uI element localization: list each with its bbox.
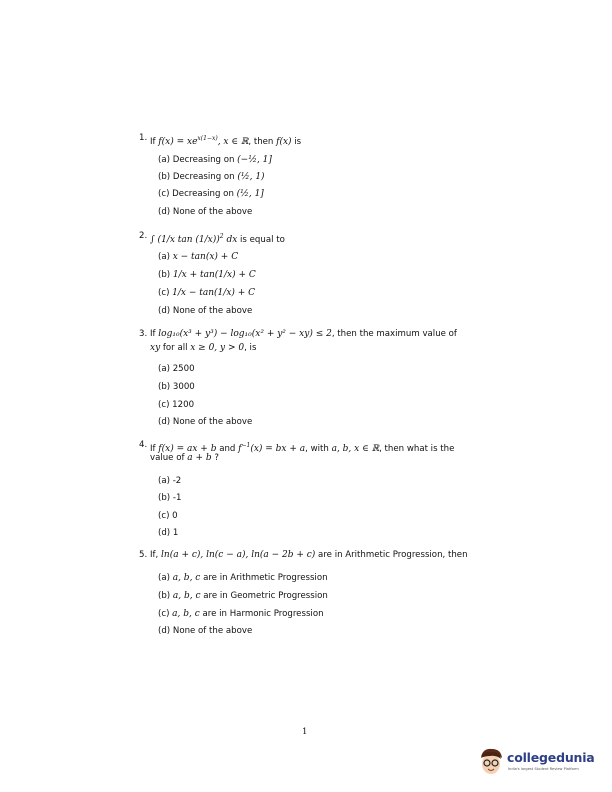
text-segment: are in Arithmetic Progression, then <box>315 550 468 560</box>
text-segment: (a) <box>158 252 173 262</box>
text-segment: (a) 2500 <box>158 364 195 374</box>
math-expression: 1/x tan (1/x) <box>161 234 217 245</box>
math-expression: f <box>238 443 242 454</box>
text-segment: , then the maximum value of <box>331 329 457 339</box>
text-segment: (c) 1200 <box>158 400 195 410</box>
text-segment: (c) Decreasing on <box>158 189 237 199</box>
text-segment: (b) <box>158 591 173 601</box>
math-expression: f(x) = ax + b <box>158 443 217 454</box>
math-expression: dx <box>223 234 238 245</box>
math-expression: xy <box>150 343 161 353</box>
answer-option <box>158 626 252 637</box>
text-segment: , with <box>305 443 332 454</box>
math-expression: x ≥ 0, y > 0 <box>190 343 245 353</box>
text-segment: , then <box>248 136 277 147</box>
math-expression: a, b, c <box>172 573 201 583</box>
answer-option <box>158 207 252 218</box>
math-expression: (−½, 1] <box>237 155 272 165</box>
answer-option <box>158 609 324 620</box>
math-expression: ∫ ( <box>150 234 162 245</box>
math-expression: ) <box>216 234 220 245</box>
math-expression: a + b <box>187 453 212 463</box>
math-expression: (½, 1] <box>236 189 264 199</box>
text-segment: (b) -1 <box>158 493 182 503</box>
answer-option <box>158 306 252 317</box>
math-expression: f(x) = xe <box>158 136 198 147</box>
text-segment: is equal to <box>237 234 285 245</box>
collegedunia-logo <box>476 745 596 781</box>
answer-option <box>158 270 256 281</box>
question-stem <box>150 329 457 340</box>
question-number: 2. <box>139 231 148 241</box>
text-segment: (a) Decreasing on <box>158 155 238 165</box>
answer-option <box>158 493 181 504</box>
text-segment: ? <box>211 453 219 463</box>
text-segment: (c) <box>158 609 173 619</box>
text-segment: (b) <box>158 270 173 280</box>
text-segment: (b) Decreasing on <box>158 172 238 182</box>
question-number: 5. <box>139 550 148 560</box>
question-number: 1. <box>139 133 148 143</box>
math-expression: −1 <box>241 442 251 449</box>
question-number: 4. <box>139 440 148 450</box>
answer-option <box>158 511 178 522</box>
math-expression: x(1−x) <box>197 135 218 142</box>
text-segment: (c) <box>158 288 173 298</box>
text-segment: If <box>150 443 159 454</box>
text-segment: (a) -2 <box>158 476 182 486</box>
mascot-icon <box>478 747 504 777</box>
answer-option <box>158 528 178 539</box>
question-stem <box>150 550 468 561</box>
math-expression: (x) = bx + a <box>250 443 306 454</box>
math-expression: a, b, c <box>172 591 201 601</box>
text-segment: If <box>150 136 159 147</box>
text-segment: (d) None of the above <box>158 207 253 217</box>
math-expression: (½, 1) <box>237 172 265 182</box>
text-segment: are in Harmonic Progression <box>199 609 324 619</box>
text-segment: (d) 1 <box>158 528 179 538</box>
answer-option <box>158 288 255 299</box>
text-segment: (d) None of the above <box>158 306 253 316</box>
math-expression: a, b, c <box>172 609 200 619</box>
answer-option <box>158 252 238 263</box>
answer-option <box>158 573 328 584</box>
answer-option <box>158 155 272 166</box>
math-expression: x − tan(x) + C <box>172 252 239 262</box>
math-expression: , x ∈ ℝ <box>217 136 249 147</box>
math-expression: 1/x − tan(1/x) + C <box>172 288 256 298</box>
text-segment: and <box>216 443 239 454</box>
page-number: 1 <box>302 727 308 737</box>
question-number: 3. <box>139 329 148 339</box>
text-segment: (d) None of the above <box>158 417 253 427</box>
text-segment: If <box>150 329 159 339</box>
question-stem <box>150 343 256 354</box>
math-expression: ln(a + c), ln(c − a), ln(a − 2b + c) <box>161 550 316 560</box>
text-segment: (b) 3000 <box>158 382 195 392</box>
answer-option <box>158 172 265 183</box>
math-expression: f(x) <box>276 136 292 147</box>
logo-brand: collegedunia <box>507 750 595 765</box>
text-segment: (a) <box>158 573 173 583</box>
question-stem <box>150 231 285 246</box>
logo-tagline: India's largest Student Review Platform <box>508 767 579 771</box>
text-segment: (c) 0 <box>158 511 178 521</box>
math-expression: 2 <box>219 233 224 240</box>
text-segment: are in Arithmetic Progression <box>200 573 328 583</box>
answer-option <box>158 417 252 428</box>
math-expression: log₁₀(x³ + y³) − log₁₀(x² + y² − xy) ≤ 2 <box>158 329 332 339</box>
question-stem <box>150 133 301 148</box>
text-segment: are in Geometric Progression <box>200 591 328 601</box>
answer-option <box>158 189 264 200</box>
answer-option <box>158 476 181 487</box>
question-stem <box>150 453 219 464</box>
text-segment: If, <box>150 550 162 560</box>
math-expression: 1/x + tan(1/x) + C <box>172 270 256 280</box>
answer-option <box>158 400 194 411</box>
math-expression: a, b, x ∈ ℝ <box>331 443 380 454</box>
text-segment: , is <box>244 343 257 353</box>
answer-option <box>158 382 195 393</box>
answer-option <box>158 364 195 375</box>
text-segment: value of <box>150 453 188 463</box>
text-segment: (d) None of the above <box>158 626 253 636</box>
answer-option <box>158 591 328 602</box>
text-segment: , then what is the <box>379 443 455 454</box>
text-segment: is <box>291 136 302 147</box>
text-segment: for all <box>160 343 191 353</box>
